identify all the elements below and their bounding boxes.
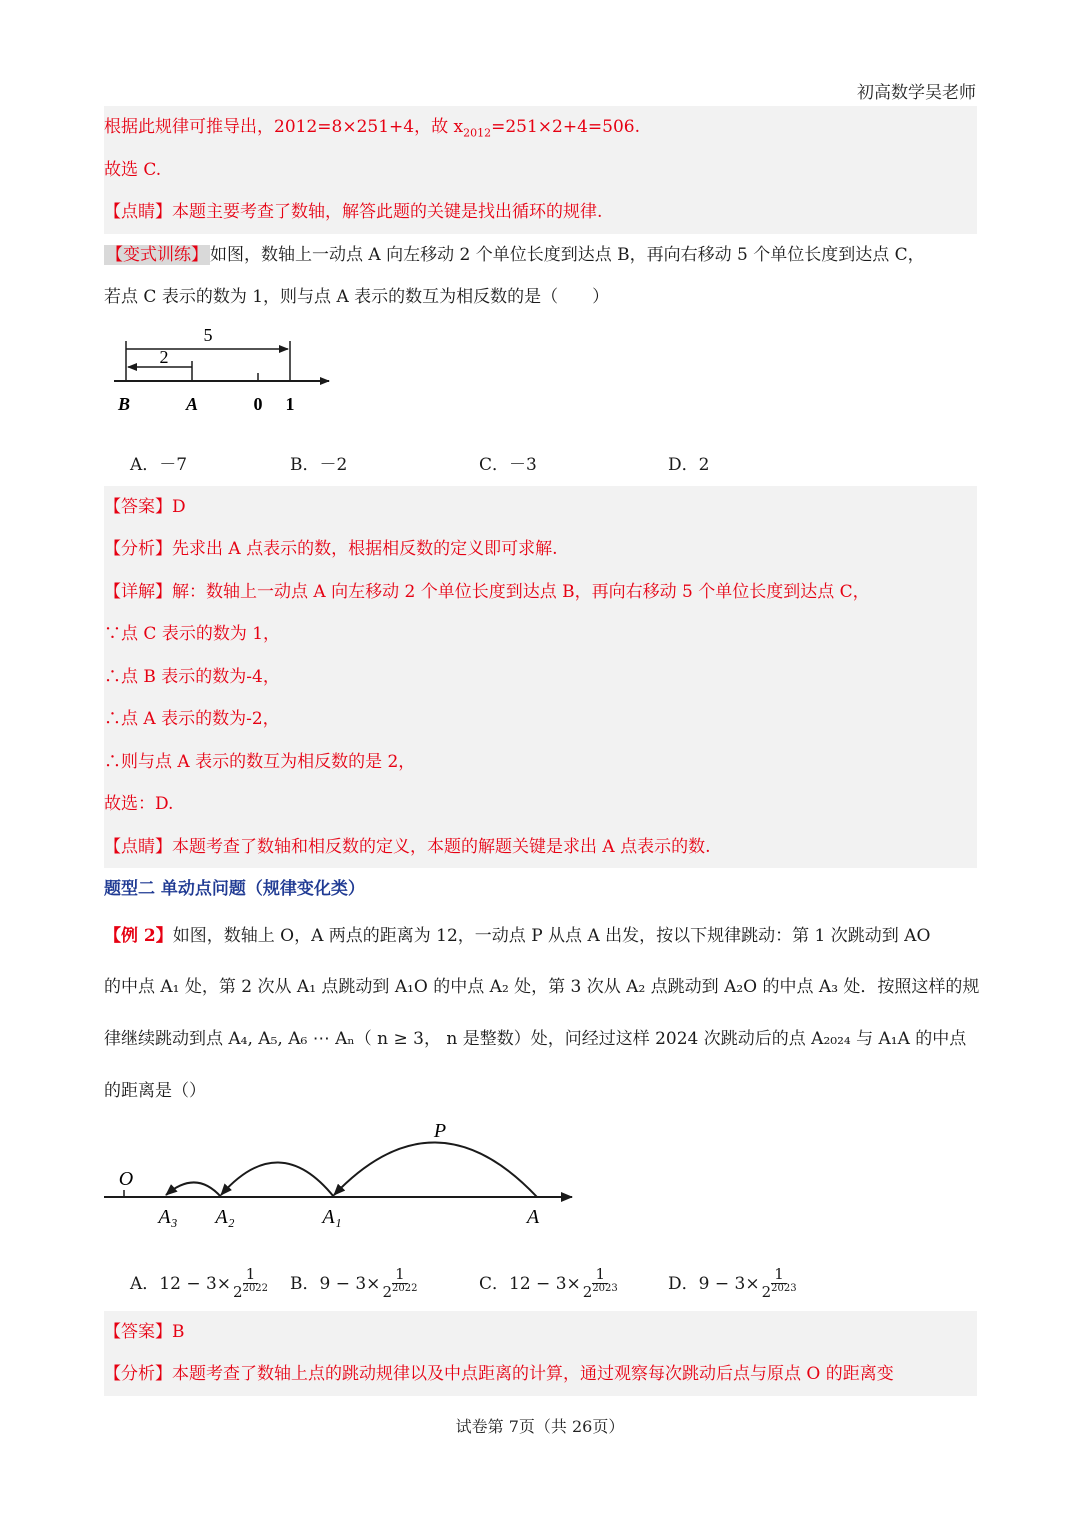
option-c: C．－3 xyxy=(479,454,537,475)
step-line-2: ∴点 B 表示的数为-4， xyxy=(104,666,280,687)
fraction-denominator: $2^{2022}$ xyxy=(233,1283,269,1301)
option-letter: D． xyxy=(668,1273,699,1294)
solution-block-variant xyxy=(104,486,977,869)
example-option-a xyxy=(130,1257,290,1311)
choice-line: 故选 C. xyxy=(104,159,162,180)
answer-line-example xyxy=(104,1311,977,1354)
option-fraction xyxy=(382,1267,417,1301)
solution-block-example xyxy=(104,1311,977,1396)
example-line-4: 的距离是（） xyxy=(104,1080,206,1101)
label-a: A xyxy=(185,393,199,414)
variant-number-line-figure xyxy=(104,319,977,444)
answer-tag-example: 【答案】 xyxy=(104,1321,172,1342)
detail-line xyxy=(104,571,977,614)
example-options xyxy=(104,1257,977,1311)
label-a-point: A xyxy=(526,1205,540,1228)
derivation-text: 根据此规律可推导出，2012=8×251+4，故 x xyxy=(104,117,464,137)
jump-arc-1 xyxy=(334,1142,537,1197)
fraction-denominator: $2^{2022}$ xyxy=(382,1283,418,1301)
option-a: A．－7 xyxy=(130,454,188,475)
jump-arc-3 xyxy=(166,1182,221,1197)
label-zero: 0 xyxy=(253,393,263,414)
remark-line-variant xyxy=(104,826,977,869)
option-expression: 12 − 3× xyxy=(159,1273,232,1294)
fraction-denominator: $2^{2023}$ xyxy=(761,1283,797,1301)
variant-question-line-1 xyxy=(104,234,977,277)
solution-block-previous xyxy=(104,106,977,234)
option-letter: C． xyxy=(479,1273,510,1294)
answer-tag: 【答案】 xyxy=(104,496,172,517)
fraction-numerator: 1 xyxy=(592,1267,608,1284)
analysis-text-example: 本题考查了数轴上点的跳动规律以及中点距离的计算，通过观察每次跳动后点与原点 O 的距离变 xyxy=(172,1364,894,1384)
example-option-c xyxy=(479,1257,668,1311)
option-expression: 9 − 3× xyxy=(698,1273,760,1294)
option-expression: 9 − 3× xyxy=(319,1273,381,1294)
variant-question-line-2: 若点 C 表示的数为 1，则与点 A 表示的数互为相反数的是（ ） xyxy=(104,287,610,307)
detail-text: 解：数轴上一动点 A 向左移动 2 个单位长度到达点 B，再向右移动 5 个单位长度到达点 C， xyxy=(172,581,870,602)
example-number-line-figure xyxy=(104,1117,977,1257)
fraction-numerator: 1 xyxy=(243,1267,259,1284)
remark-text: 本题主要考查了数轴，解答此题的关键是找出循环的规律. xyxy=(172,202,603,222)
example-text-1: 如图，数轴上 O，A 两点的距离为 12，一动点 P 从点 A 出发，按以下规律跳动：第 1 次跳动到 AO xyxy=(172,925,931,946)
label-p: P xyxy=(433,1119,447,1142)
analysis-tag: 【分析】 xyxy=(104,539,172,559)
answer-line xyxy=(104,486,977,529)
analysis-text: 先求出 A 点表示的数，根据相反数的定义即可求解. xyxy=(172,539,558,559)
derivation-subscript: 2012 xyxy=(463,126,492,140)
section-title: 题型二 单动点问题（规律变化类） xyxy=(104,879,365,899)
derivation-line xyxy=(104,106,977,149)
number-line-diagram-2 xyxy=(104,1117,584,1257)
jump-arc-2 xyxy=(221,1162,334,1197)
page-header: 初高数学吴老师 xyxy=(857,83,976,103)
detail-tag: 【详解】 xyxy=(104,581,172,602)
answer-value: D xyxy=(172,496,186,517)
answer-value-example: B xyxy=(172,1321,185,1342)
fraction-numerator: 1 xyxy=(392,1267,408,1284)
analysis-line-example xyxy=(104,1353,977,1396)
step-line-4: ∴则与点 A 表示的数互为相反数的是 2， xyxy=(104,751,416,772)
option-d: D．2 xyxy=(668,454,710,475)
label-a3: A₃ xyxy=(158,1205,178,1228)
choice-line-variant: 故选：D. xyxy=(104,794,174,814)
option-fraction xyxy=(233,1267,268,1301)
label-b: B xyxy=(117,393,131,414)
example-option-d xyxy=(668,1257,799,1311)
analysis-line xyxy=(104,528,977,571)
step-line-1: ∵点 C 表示的数为 1， xyxy=(104,624,281,644)
page-footer: 试卷第 7页（共 26页） xyxy=(455,1417,625,1436)
option-fraction xyxy=(583,1267,618,1301)
derivation-result: =251×2+4=506. xyxy=(491,117,640,137)
option-expression: 12 − 3× xyxy=(509,1273,581,1294)
number-line-diagram-1 xyxy=(104,319,364,444)
step-line-3: ∴点 A 表示的数为-2， xyxy=(104,709,280,729)
option-letter: B． xyxy=(290,1273,320,1294)
example-tag: 【例 2】 xyxy=(104,925,173,946)
remark-tag-variant: 【点睛】 xyxy=(104,836,172,857)
variant-text-1: 如图，数轴上一动点 A 向左移动 2 个单位长度到达点 B，再向右移动 5 个单位长度到达点 C， xyxy=(210,244,925,265)
label-one: 1 xyxy=(285,393,295,414)
label-two: 2 xyxy=(159,346,169,367)
remark-line xyxy=(104,191,977,234)
label-five: 5 xyxy=(203,324,213,345)
variant-tag: 【变式训练】 xyxy=(106,244,208,265)
example-option-b xyxy=(290,1257,479,1311)
option-b: B．－2 xyxy=(290,454,348,475)
option-fraction xyxy=(762,1267,797,1301)
example-line-3: 律继续跳动到点 A₄, A₅, A₆ ⋯ Aₙ（ n ≥ 3， n 是整数）处，问经过这样 2024 次跳动后的点 A₂₀₂₄ 与 A₁A 的中点 xyxy=(104,1028,967,1049)
option-letter: A． xyxy=(130,1273,160,1294)
label-o: O xyxy=(118,1167,134,1190)
fraction-denominator: $2^{2023}$ xyxy=(582,1283,618,1301)
analysis-tag-example: 【分析】 xyxy=(104,1364,172,1384)
remark-tag: 【点睛】 xyxy=(104,202,172,222)
remark-text-variant: 本题考查了数轴和相反数的定义，本题的解题关键是求出 A 点表示的数. xyxy=(172,836,711,857)
page-content xyxy=(104,106,980,1396)
example-line-1 xyxy=(104,911,977,961)
variant-options xyxy=(104,444,977,486)
label-a1: A₁ xyxy=(322,1205,342,1228)
label-a2: A₂ xyxy=(215,1205,235,1228)
fraction-numerator: 1 xyxy=(771,1267,787,1284)
example-line-2: 的中点 A₁ 处，第 2 次从 A₁ 点跳动到 A₁O 的中点 A₂ 处，第 3 次从 A₂ 点跳动到 A₂O 的中点 A₃ 处．按照这样的规 xyxy=(104,976,980,997)
